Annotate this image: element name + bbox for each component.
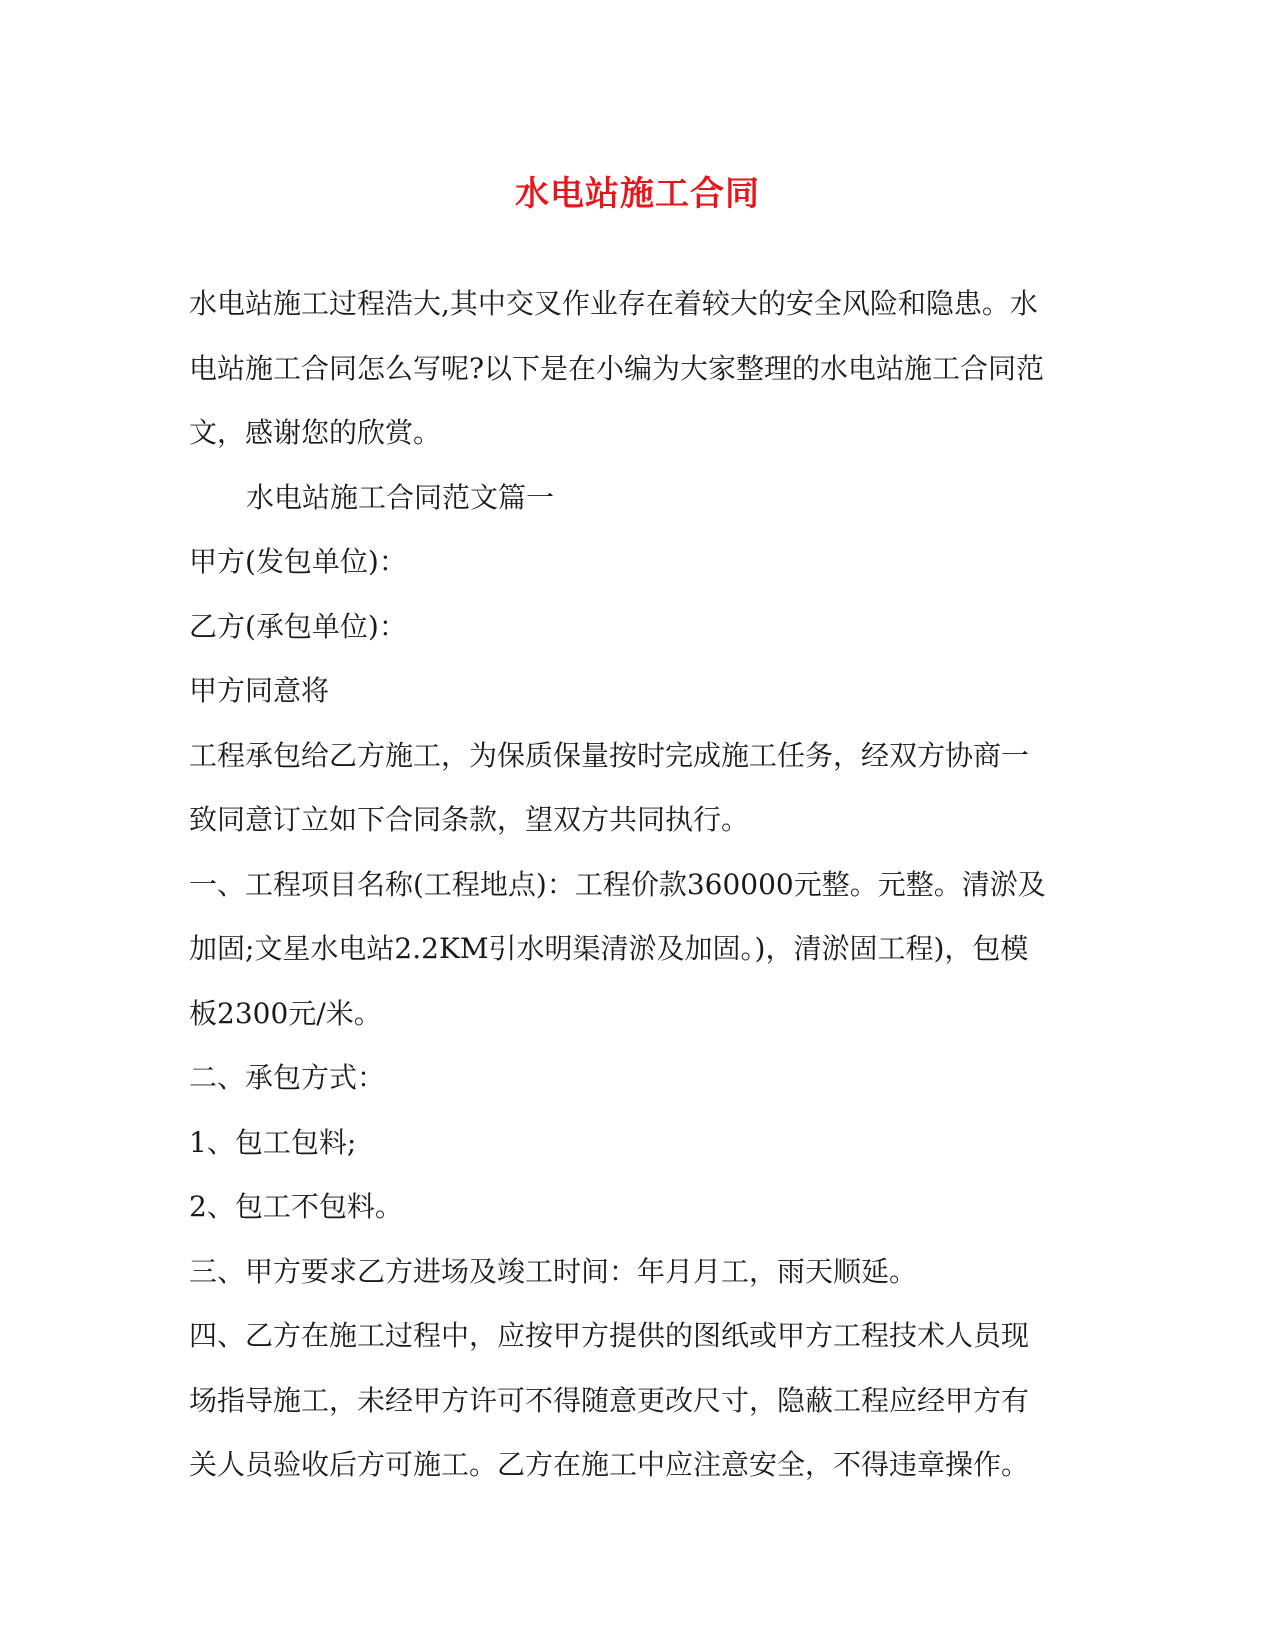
section-heading: 水电站施工合同范文篇一 — [246, 480, 555, 514]
body-line-intro-2: 电站施工合同怎么写呢?以下是在小编为大家整理的水电站施工合同范 — [189, 351, 1045, 385]
document-body — [189, 272, 1089, 1498]
body-line-contract-1: 工程承包给乙方施工，为保质保量按时完成施工任务，经双方协商一 — [189, 738, 1030, 772]
agreement-line: 甲方同意将 — [189, 674, 330, 707]
body-line-intro-1: 水电站施工过程浩大,其中交叉作业存在着较大的安全风险和隐患。水 — [189, 287, 1038, 320]
clause-1-line-2: 加固;文星水电站2.2KM引水明渠清淤及加固。)，清淤固工程)，包模 — [189, 932, 1029, 965]
clause-4-line-2: 场指导施工，未经甲方许可不得随意更改尺寸，隐蔽工程应经甲方有 — [189, 1383, 1030, 1417]
clause-2-item-1: 1、包工包料; — [189, 1125, 357, 1159]
body-line-intro-3: 文，感谢您的欣赏。 — [189, 416, 442, 449]
clause-2-heading: 二、承包方式： — [189, 1061, 386, 1094]
party-b-line: 乙方(承包单位)： — [189, 609, 407, 643]
clause-4-line-1: 四、乙方在施工过程中，应按甲方提供的图纸或甲方工程技术人员现 — [189, 1319, 1030, 1352]
document-title: 水电站施工合同 — [515, 174, 760, 214]
clause-3-line: 三、甲方要求乙方进场及竣工时间：年月月工，雨天顺延。 — [189, 1254, 918, 1288]
party-a-line: 甲方(发包单位)： — [189, 545, 407, 578]
clause-2-item-2: 2、包工不包料。 — [189, 1190, 403, 1223]
clause-1-line-3: 板2300元/米。 — [189, 996, 382, 1030]
clause-1-line-1: 一、工程项目名称(工程地点)：工程价款360000元整。元整。清淤及 — [189, 867, 1046, 901]
clause-4-line-3: 关人员验收后方可施工。乙方在施工中应注意安全，不得违章操作。 — [189, 1448, 1030, 1481]
body-line-contract-2: 致同意订立如下合同条款，望双方共同执行。 — [189, 803, 750, 836]
